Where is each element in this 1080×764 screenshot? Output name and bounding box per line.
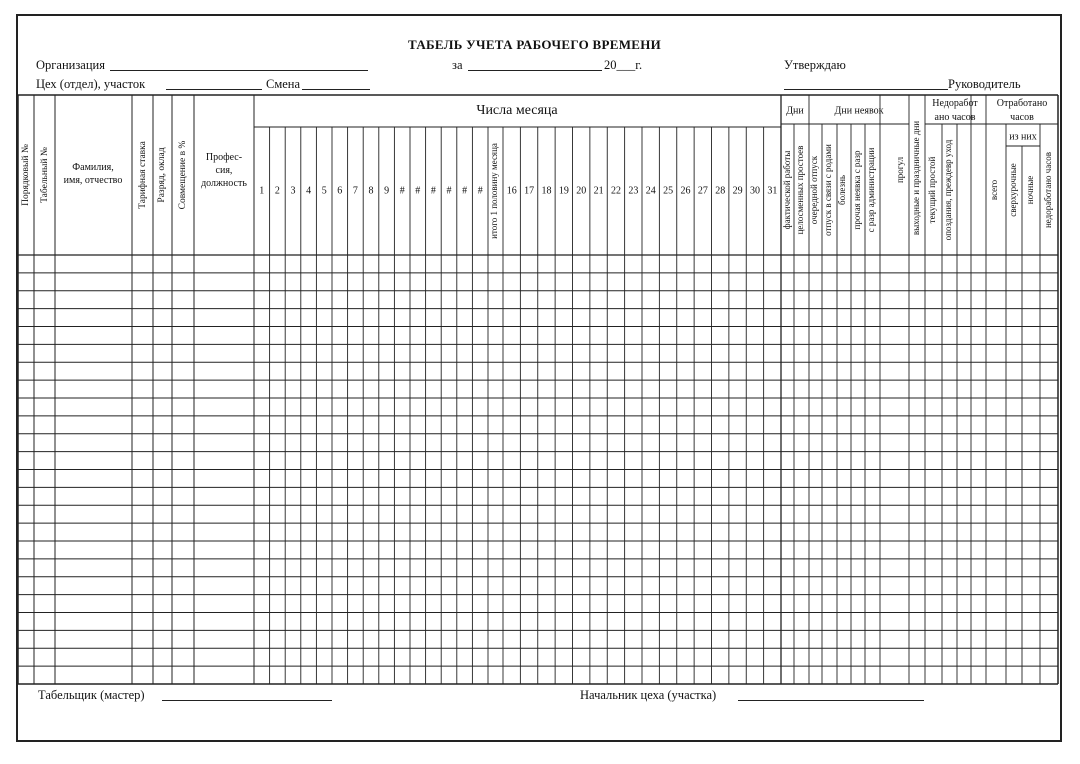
day-number-15: # xyxy=(477,185,483,197)
day-number-29: 29 xyxy=(732,185,743,197)
day-number-23: 23 xyxy=(628,185,639,197)
header-combination-pct: Совмещение в % xyxy=(178,140,189,210)
timekeeper-signature-field[interactable] xyxy=(162,688,332,701)
day-number-7: 7 xyxy=(352,185,358,197)
organization-label: Организация xyxy=(36,58,105,72)
header-days: Дни xyxy=(786,105,804,117)
day-number-18: 18 xyxy=(541,185,552,197)
day-number-25: 25 xyxy=(663,185,674,197)
timekeeper-label: Табельщик (мастер) xyxy=(38,688,145,702)
header-worked-hours: Отработано часов xyxy=(996,98,1048,123)
approve-label: Утверждаю xyxy=(784,58,846,72)
day-number-30: 30 xyxy=(749,185,760,197)
day-number-2: 2 xyxy=(274,185,280,197)
day-number-26: 26 xyxy=(680,185,691,197)
form-title: ТАБЕЛЬ УЧЕТА РАБОЧЕГО ВРЕМЕНИ xyxy=(408,37,662,52)
day-number-5: 5 xyxy=(321,185,327,197)
period-prefix: за xyxy=(452,58,463,72)
header-col-7: с разр администрации xyxy=(866,147,877,233)
day-number-8: 8 xyxy=(368,185,374,197)
day-number-10: # xyxy=(399,185,405,197)
day-number-24: 24 xyxy=(645,185,656,197)
header-tariff-rate: Тарифная ставка xyxy=(138,141,149,209)
department-label: Цех (отдел), участок xyxy=(36,77,146,91)
period-year: 20___г. xyxy=(604,58,643,72)
header-col-4: отпуск в связи с родами xyxy=(823,144,834,236)
day-number-16: 16 xyxy=(506,185,517,197)
header-col-16: недоработано часов xyxy=(1043,151,1054,229)
day-number-31: 31 xyxy=(767,185,778,197)
day-number-21: 21 xyxy=(593,185,604,197)
day-number-6: 6 xyxy=(337,185,343,197)
header-of-them: из них xyxy=(1009,131,1037,143)
header-profession: Профес-сия, должность xyxy=(201,152,247,189)
day-number-4: 4 xyxy=(306,185,312,197)
header-tab-no: Табельный № xyxy=(40,147,51,203)
header-col-9: выходные и праздничные дни xyxy=(911,120,922,236)
day-number-17: 17 xyxy=(524,185,535,197)
day-number-3: 3 xyxy=(290,185,296,197)
day-number-11: # xyxy=(415,185,421,197)
header-col-8: прогул xyxy=(895,156,906,184)
header-col-5: болезнь xyxy=(837,174,848,206)
header-col-6: прочая неявка с разр xyxy=(852,150,863,230)
day-number-12: # xyxy=(430,185,436,197)
header-col-14: сверхурочные xyxy=(1008,163,1019,217)
header-col-3: очередной отпуск xyxy=(809,155,820,225)
day-number-13: # xyxy=(446,185,452,197)
header-first-half-total: итого 1 половину месяца xyxy=(489,143,500,239)
header-ordinal-no: Порядковый № xyxy=(21,144,32,206)
header-col-2: целосменных простоев xyxy=(795,145,806,235)
header-col-1: фактической работы xyxy=(782,150,793,230)
header-grade-salary: Разряд, оклад xyxy=(157,147,168,203)
day-number-1: 1 xyxy=(259,185,265,197)
header-full-name: Фамилия, имя, отчество xyxy=(63,162,123,186)
shift-label: Смена xyxy=(266,77,301,91)
header-col-11: опоздания, преждевр уход xyxy=(943,139,954,241)
day-number-28: 28 xyxy=(715,185,726,197)
shop-chief-label: Начальник цеха (участка) xyxy=(580,688,717,702)
day-number-19: 19 xyxy=(558,185,569,197)
header-col-10: текущий простой xyxy=(927,156,938,224)
header-underworked-hours: Недоработ ано часов xyxy=(932,98,978,123)
day-number-27: 27 xyxy=(697,185,708,197)
day-number-20: 20 xyxy=(576,185,587,197)
header-col-13: всего xyxy=(989,179,1000,201)
shop-chief-signature-field[interactable] xyxy=(738,688,924,701)
header-col-15: ночные xyxy=(1025,175,1036,205)
day-number-9: 9 xyxy=(384,185,390,197)
head-label: Руководитель xyxy=(948,77,1021,91)
day-number-14: # xyxy=(462,185,468,197)
day-number-22: 22 xyxy=(610,185,621,197)
header-absence-days: Дни неявок xyxy=(834,105,884,117)
header-days-of-month: Числа месяца xyxy=(476,103,558,119)
